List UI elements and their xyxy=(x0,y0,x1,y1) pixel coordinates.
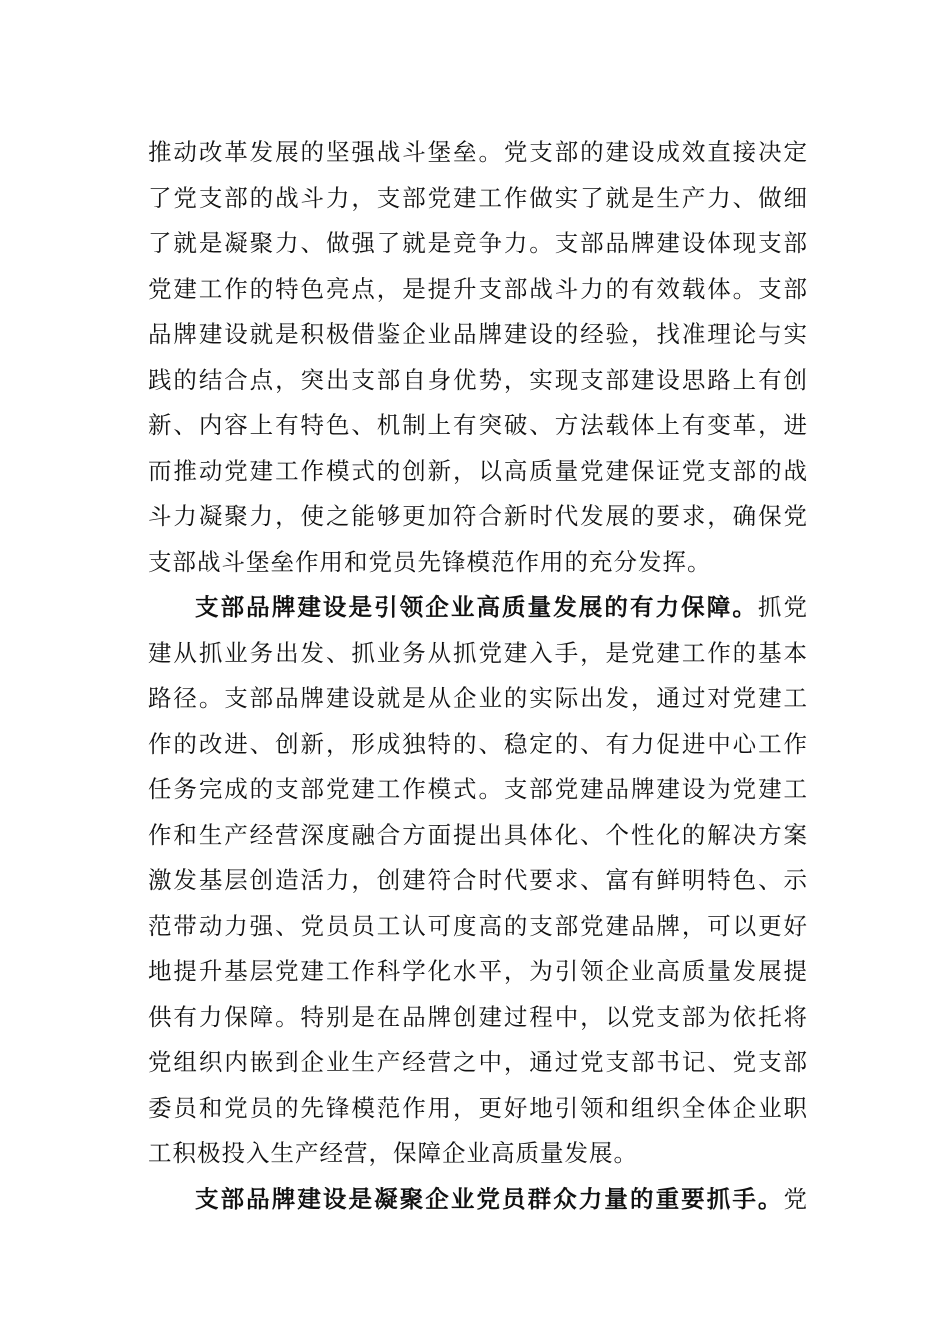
text-line: 任务完成的支部党建工作模式。支部党建品牌建设为党建工 xyxy=(148,775,808,803)
text-line: 激发基层创造活力，创建符合时代要求、富有鲜明特色、示 xyxy=(148,866,808,894)
text-line: 支部战斗堡垒作用和党员先锋模范作用的充分发挥。 xyxy=(148,547,712,576)
text-line: 新、内容上有特色、机制上有突破、方法载体上有变革，进 xyxy=(148,411,808,439)
text-line: 践的结合点，突出支部自身优势，实现支部建设思路上有创 xyxy=(148,365,808,394)
text-line: 地提升基层党建工作科学化水平，为引领企业高质量发展提 xyxy=(148,957,808,985)
text-line xyxy=(148,585,808,631)
text-line: 党建工作的特色亮点，是提升支部战斗力的有效载体。支部 xyxy=(148,274,808,303)
text-line xyxy=(148,1177,808,1223)
text-line: 作和生产经营深度融合方面提出具体化、个性化的解决方案 xyxy=(148,820,808,849)
paragraph-heading: 支部品牌建设是凝聚企业党员群众力量的重要抓手。 xyxy=(195,1184,784,1213)
paragraph-heading: 支部品牌建设是引领企业高质量发展的有力保障。 xyxy=(195,593,758,621)
text-line: 而推动党建工作模式的创新，以高质量党建保证党支部的战 xyxy=(148,456,808,485)
paragraph-3 xyxy=(148,1177,808,1223)
text-line: 作的改进、创新，形成独特的、稳定的、有力促进中心工作 xyxy=(148,729,808,758)
document-page xyxy=(148,130,808,1222)
text-line: 斗力凝聚力，使之能够更加符合新时代发展的要求，确保党 xyxy=(148,502,808,530)
text-line: 品牌建设就是积极借鉴企业品牌建设的经验，找准理论与实 xyxy=(148,320,808,348)
paragraph-1 xyxy=(148,130,808,585)
text-line: 工积极投入生产经营，保障企业高质量发展。 xyxy=(148,1139,638,1167)
text-line: 供有力保障。特别是在品牌创建过程中，以党支部为依托将 xyxy=(148,1002,808,1031)
text-run: 抓党 xyxy=(757,593,809,621)
text-line: 推动改革发展的坚强战斗堡垒。党支部的建设成效直接决定 xyxy=(148,138,808,166)
text-line: 范带动力强、党员员工认可度高的支部党建品牌，可以更好 xyxy=(148,911,808,940)
text-line: 路径。支部品牌建设就是从企业的实际出发，通过对党建工 xyxy=(148,684,808,712)
text-line: 了就是凝聚力、做强了就是竞争力。支部品牌建设体现支部 xyxy=(148,229,808,257)
text-line: 党组织内嵌到企业生产经营之中，通过党支部书记、党支部 xyxy=(148,1048,808,1076)
text-run: 党 xyxy=(783,1184,808,1213)
paragraph-2 xyxy=(148,585,808,1177)
text-line: 了党支部的战斗力，支部党建工作做实了就是生产力、做细 xyxy=(148,183,808,212)
text-line: 委员和党员的先锋模范作用，更好地引领和组织全体企业职 xyxy=(148,1093,808,1122)
text-line: 建从抓业务出发、抓业务从抓党建入手，是党建工作的基本 xyxy=(148,638,808,667)
